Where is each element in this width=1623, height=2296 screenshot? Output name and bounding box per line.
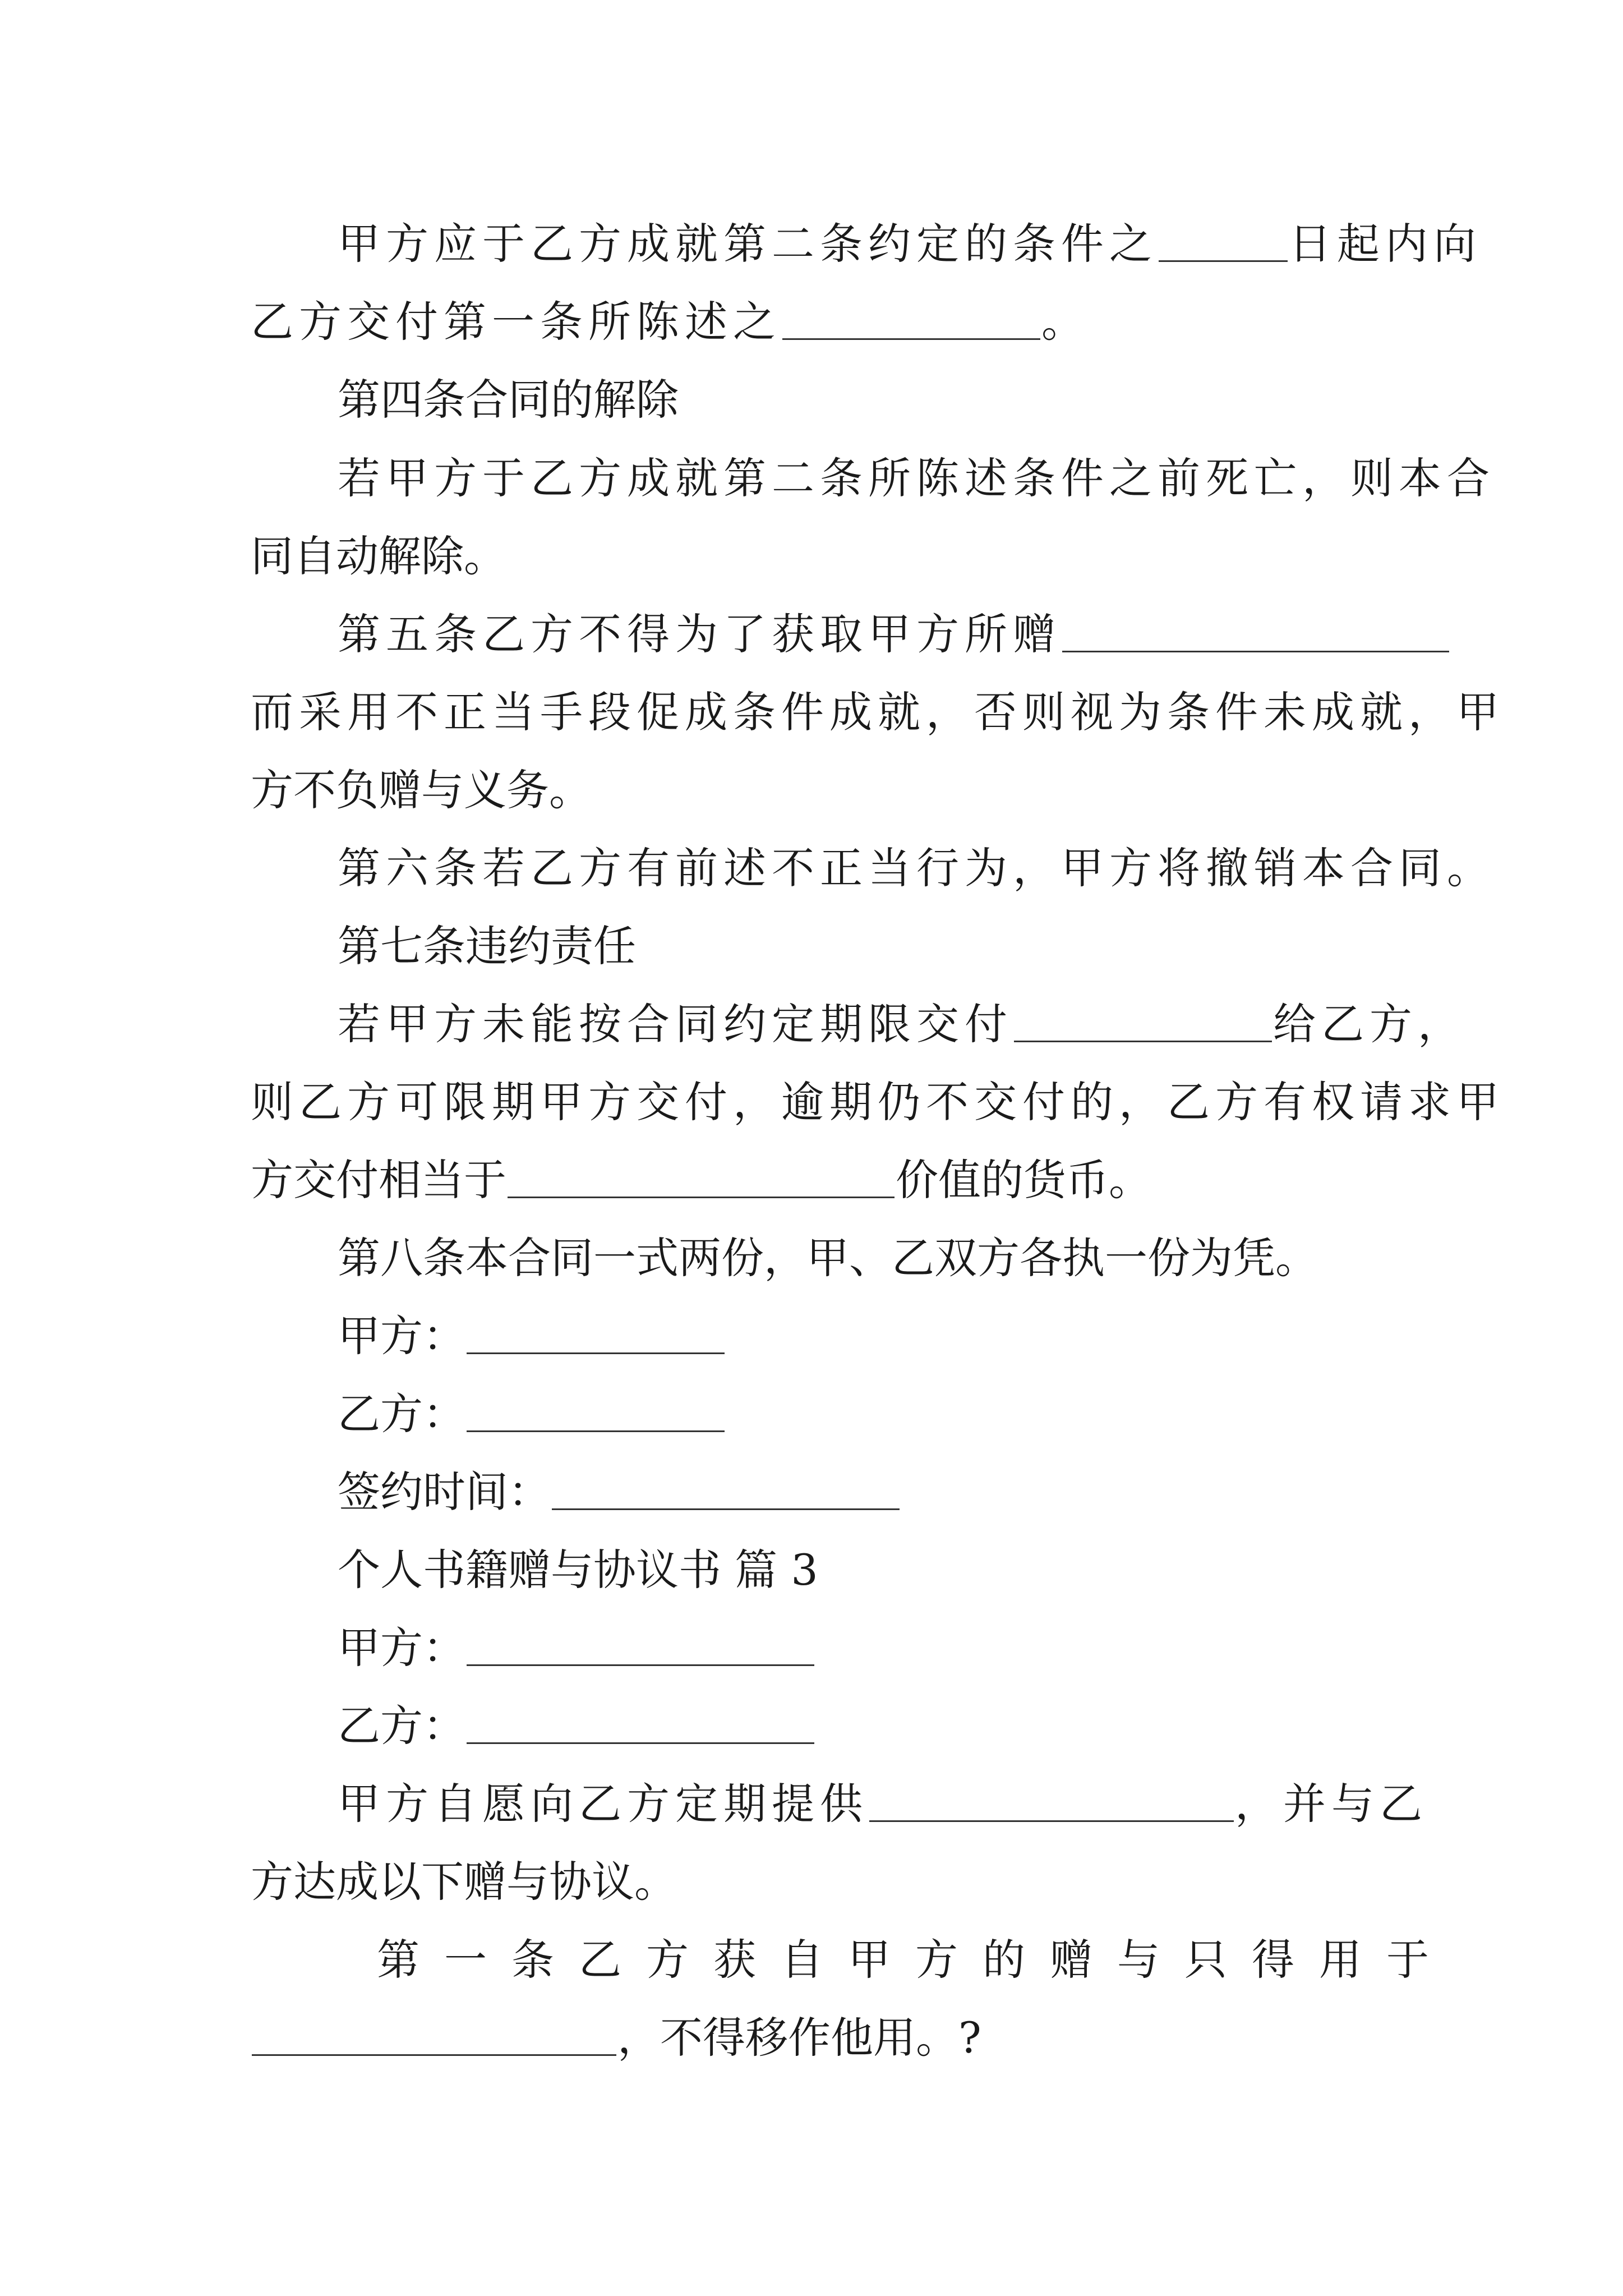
section-heading — [0, 361, 1623, 439]
text-line — [0, 595, 1623, 674]
fill-in-blank — [467, 1314, 725, 1354]
text-segment: 个人书籍赠与协议书 篇 3 — [338, 1545, 818, 1595]
text-segment: 。 — [1041, 297, 1090, 347]
text-segment: 方交付相当于 — [251, 1155, 506, 1205]
text-segment: 方不负赠与义务。 — [251, 765, 592, 815]
signature-line — [0, 1297, 1623, 1375]
text-line — [0, 205, 1623, 283]
text-segment: 甲方自愿向乙方定期提供 — [338, 1779, 868, 1829]
text-segment: 第七条违约责任 — [338, 921, 636, 971]
text-segment: 第六条若乙方有前述不正当行为，甲方将撤销本合同。 — [338, 843, 1495, 893]
fill-in-blank — [552, 1470, 900, 1510]
text-segment: ，不得移作他用。? — [617, 2013, 981, 2063]
text-line — [0, 751, 1623, 830]
text-line — [0, 439, 1623, 518]
fill-in-blank — [467, 1392, 725, 1432]
text-segment: ，并与乙 — [1235, 1779, 1428, 1829]
text-segment: 甲方： — [338, 1311, 465, 1361]
text-line — [0, 517, 1623, 596]
fill-in-blank — [1014, 1002, 1272, 1042]
text-segment: 同自动解除。 — [251, 531, 506, 581]
text-segment: 价值的货币。 — [896, 1155, 1151, 1205]
text-line — [0, 1843, 1623, 1921]
text-segment: 甲方应于乙方成就第二条约定的条件之 — [338, 219, 1158, 269]
fill-in-blank — [869, 1782, 1234, 1822]
text-segment: 第八条本合同一式两份，甲、乙双方各执一份为凭。 — [338, 1233, 1318, 1283]
text-segment: 第一条乙方获自甲方的赠与只得用于 — [377, 1935, 1454, 1985]
text-segment: 签约时间： — [338, 1467, 551, 1517]
fill-in-blank — [782, 300, 1040, 340]
text-segment: 甲方： — [338, 1623, 465, 1673]
text-segment: 给乙方， — [1273, 999, 1466, 1049]
signature-line — [0, 1609, 1623, 1687]
text-segment: 日起内向 — [1289, 219, 1482, 269]
text-line — [0, 673, 1623, 752]
text-segment: 而采用不正当手段促成条件成就，否则视为条件未成就，甲 — [251, 687, 1505, 737]
fill-in-blank — [1159, 222, 1288, 262]
text-line — [0, 1765, 1623, 1843]
text-segment: 方达成以下赠与协议。 — [251, 1857, 677, 1907]
text-line — [0, 1921, 1623, 1999]
fill-in-blank — [467, 1626, 814, 1666]
text-segment: 乙方： — [338, 1389, 465, 1439]
text-line — [0, 1219, 1623, 1297]
fill-in-blank — [467, 1704, 814, 1744]
signature-line — [0, 1375, 1623, 1453]
text-segment: 若甲方于乙方成就第二条所陈述条件之前死亡，则本合 — [338, 453, 1495, 503]
text-segment: 第四条合同的解除 — [338, 375, 679, 425]
fill-in-blank — [1062, 613, 1449, 652]
text-line — [0, 829, 1623, 908]
document-title — [0, 1531, 1623, 1609]
text-segment: 则乙方可限期甲方交付，逾期仍不交付的，乙方有权请求甲 — [251, 1077, 1505, 1127]
section-heading — [0, 907, 1623, 986]
text-segment: 第五条乙方不得为了获取甲方所赠 — [338, 609, 1061, 659]
text-segment: 乙方： — [338, 1701, 465, 1751]
text-segment: 若甲方未能按合同约定期限交付 — [338, 999, 1013, 1049]
fill-in-blank — [252, 2016, 616, 2056]
text-segment: 乙方交付第一条所陈述之 — [251, 297, 781, 347]
text-line — [0, 283, 1623, 361]
fill-in-blank — [508, 1158, 895, 1198]
signature-line — [0, 1687, 1623, 1765]
signature-line — [0, 1453, 1623, 1531]
text-line — [0, 985, 1623, 1064]
text-line — [0, 1999, 1623, 2077]
text-line — [0, 1063, 1623, 1142]
text-line — [0, 1141, 1623, 1220]
